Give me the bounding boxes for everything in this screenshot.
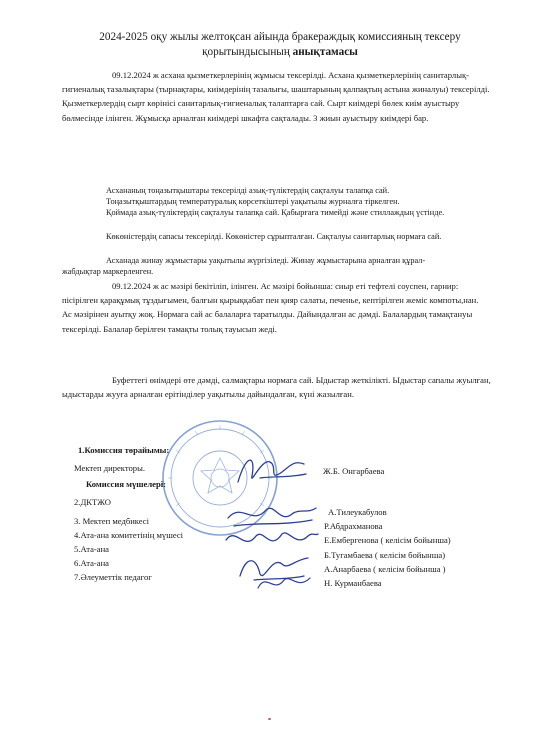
chair-role: Мектеп директоры. — [74, 463, 146, 473]
paragraph-vegetables: Көкөністердің сапасы тексерілді. Көкөністер сұрыпталған. Сақталуы санитарлық нормаға сай. — [106, 232, 442, 241]
paragraph-fridges: Асхананың тоңазытқыштары тексерілді азық-түліктердің сақталуы талапқа сай. — [106, 186, 390, 195]
ink-speck — [268, 718, 271, 720]
member-signature-5 — [254, 568, 314, 598]
title-line-2: қорытындысының анықтамасы — [202, 46, 358, 58]
member-name: А.Анарбаева ( келісім бойынша ) — [324, 564, 446, 574]
paragraph-cleaning: Асханада жинау жұмыстары уақытылы жүргізіледі. Жинау жұмыстарына арналған құрал-жабдықтар маркерленген. — [62, 256, 426, 276]
paragraph-staff-inspection: 09.12.2024 ж асхана қызметкерлерінің жұмысы тексерілді. Асхана қызметкерлерінің санитарлық-гигиеналық тазалықтары (тырнақтары, киімдерінің тазалығы, шаштарының қалпақтың астына жиналуы) тексерілді. Қызметкерлердің сырт көрінісі санитарлық-гигиеналық талаптарға сай. Сырт киімдері бөлек киім ауыстыру бөлмесінде ілінген. Жұмысқа арналған киімдері шкафта сақталады. 3 жиын ауыстыру киімдері бар. — [62, 70, 490, 123]
member-name: Б.Тугамбаева ( келісім бойынша) — [324, 550, 446, 560]
chair-signature — [232, 448, 312, 492]
title-bold-word: анықтамасы — [292, 46, 358, 58]
paragraph-storage: Қоймада азық-түліктердің сақталуы талапқа сай. Қабырғаға тимейді және стиллаждың үстінде. — [106, 208, 445, 217]
member-role: 5.Ата-ана — [74, 544, 109, 554]
paragraph-menu: 09.12.2024 ж ас мәзірі бекітіліп, ілінген. Ас мәзірі бойынша: сиыр еті тефтелі соуспен, гарнир: пісірілген қарақұмық тұздығымен, балғын қырыққабат пен қияр салаты, печенье, кептірілген жеміс компоты,нан. Ас мәзірінен ауытқу жоқ. Нормага сай ас балаларға таратылды. Дайындалған ас дәмді. Балалардың тамақтануы тексерілді. Балалар берілген тамақты толық тауысып жеді. — [62, 281, 479, 334]
member-role: 3. Мектеп медбикесі — [74, 516, 149, 526]
chair-heading: 1.Комиссия төрайымы: — [78, 445, 170, 455]
member-role: 4.Ата-ана комитетінің мүшесі — [74, 530, 184, 540]
paragraph-buffet: Буфеттегі өнімдері өте дәмді, салмақтары нормага сай. Ыдыстар жеткілікті. Ыдыстар сапалы жуылған, ыдыстарды жууға арналған ерітінділер уақытылы дайындалған, күні жазылған. — [62, 375, 491, 400]
paragraph-fridge-temperatures: Тоңазытқыштардың температуралық көрсеткіштері уақытылы журналға тіркелген. — [106, 197, 400, 206]
member-name: Н. Курманбаева — [324, 578, 382, 588]
members-heading: Комиссия мүшелері: — [86, 479, 167, 489]
member-name: Е.Ембергенова ( келісім бойынша) — [324, 535, 451, 545]
member-role: 7.Әлеуметтік педагог — [74, 572, 152, 582]
member-name: Р.Абдрахманова — [324, 521, 383, 531]
title-line-1: 2024-2025 оқу жылы желтоқсан айында бракераждық комиссияның тексеру — [99, 31, 461, 43]
member-name: А.Тилеукабулов — [328, 507, 387, 517]
document-title — [60, 30, 500, 60]
member-role: 2.ДКТЖО — [74, 497, 111, 507]
member-role: 6.Ата-ана — [74, 558, 109, 568]
chair-name: Ж.Б. Онгарбаева — [323, 466, 385, 476]
